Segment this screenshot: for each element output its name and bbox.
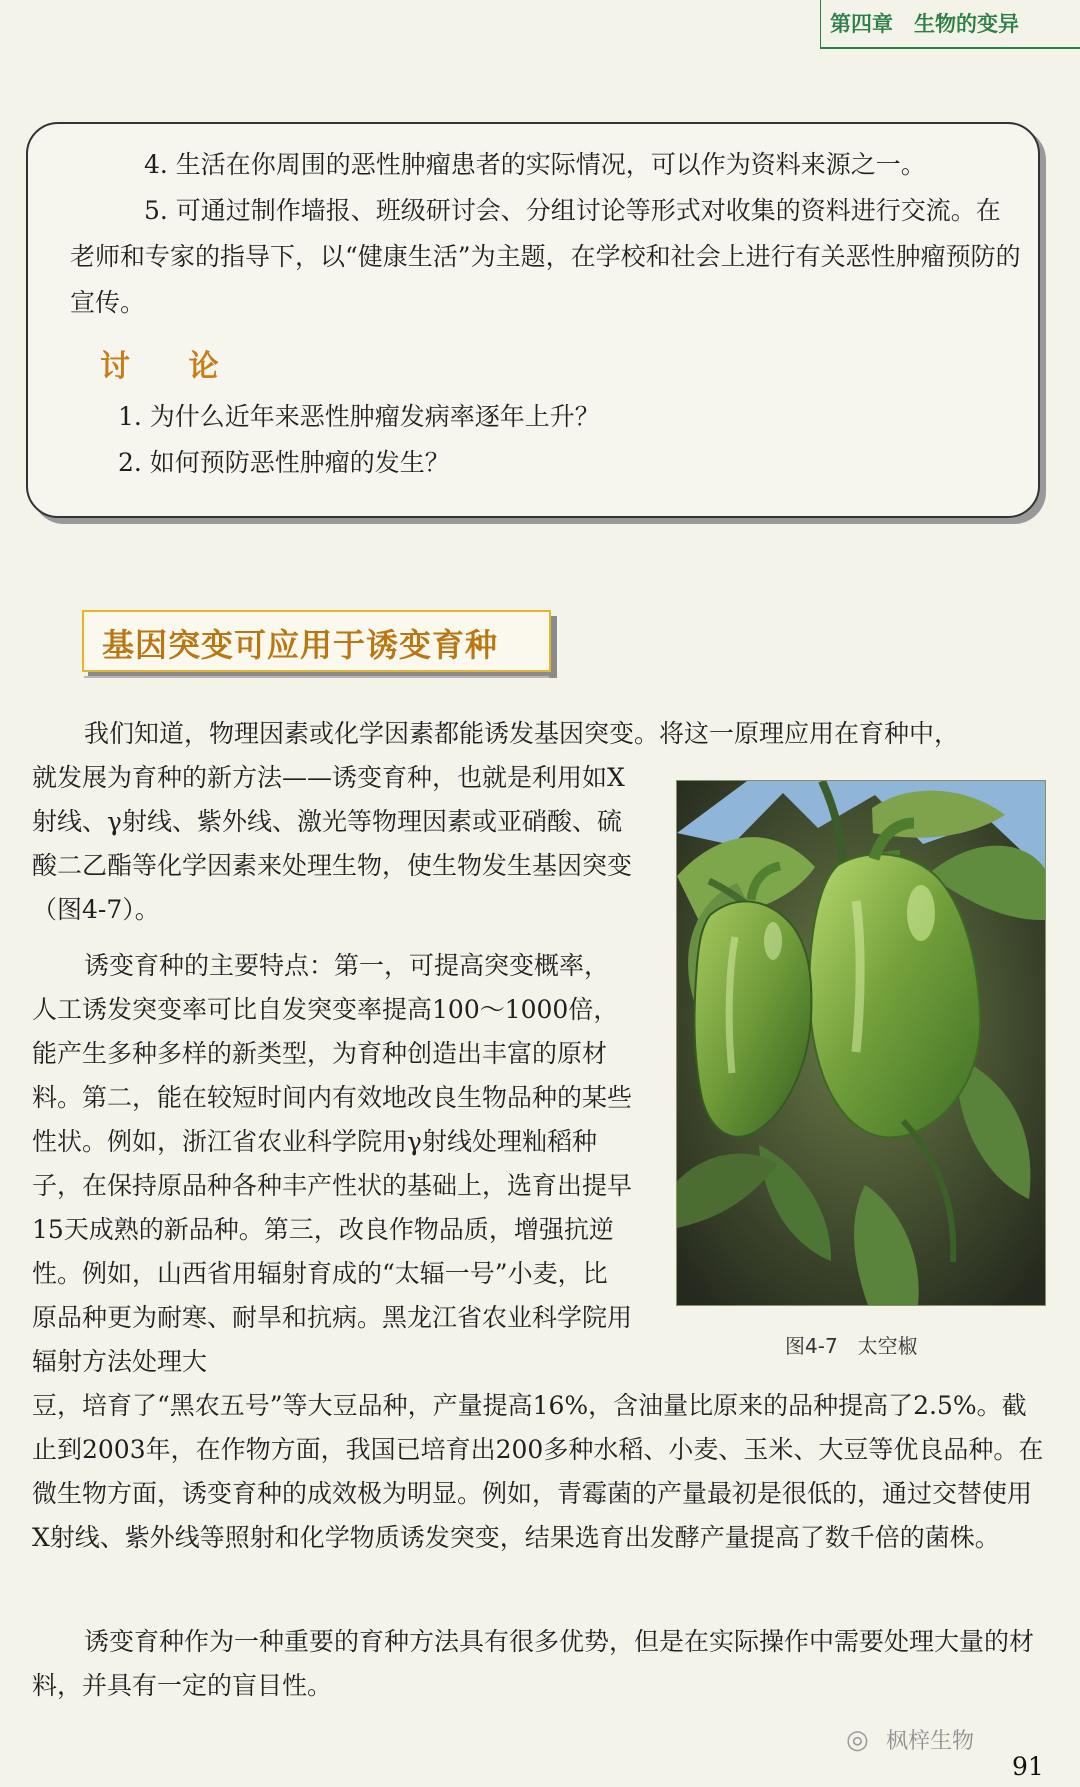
paragraph-1-lead: 我们知道，物理因素或化学因素都能诱发基因突变。将这一原理应用在育种中， (84, 719, 960, 748)
activity-item-5: 5. 可通过制作墙报、班级研讨会、分组讨论等形式对收集的资料进行交流。在老师和专家的指导下，以“健康生活”为主题，在学校和社会上进行有关恶性肿瘤预防的宣传。 (70, 196, 1021, 317)
header-underline (820, 47, 1080, 49)
chat-bubble-icon: ◎ (846, 1725, 869, 1755)
activity-box (26, 122, 1040, 518)
section-heading-box (82, 610, 551, 672)
source-watermark: 枫梓生物 (886, 1729, 975, 1754)
activity-item-4: 4. 生活在你周围的恶性肿瘤患者的实际情况，可以作为资料来源之一。 (144, 150, 926, 179)
page-header (0, 0, 1080, 60)
figure-caption: 图4-7 太空椒 (785, 1334, 918, 1358)
paragraph-2-side: 诱变育种的主要特点：第一，可提高突变概率，人工诱发突变率可比自发突变率提高100～1000倍，能产生多种多样的新类型，为育种创造出丰富的原材料。第二，能在较短时间内有效地改良生物品种的某些性状。例如，浙江省农业科学院用γ射线处理籼稻种子，在保持原品种各种丰产性状的基础上，选育出提早15天成熟的新品种。第三，改良作物品质，增强抗逆性。例如，山西省用辐射育成的“太辐一号”小麦，比原品种更为耐寒、耐旱和抗病。黑龙江省农业科学院用辐射方法处理大 (32, 951, 633, 1376)
discussion-item-1: 1. 为什么近年来恶性肿瘤发病率逐年上升？ (118, 402, 600, 431)
section-title: 基因突变可应用于诱变育种 (102, 626, 499, 664)
pepper-illustration (677, 781, 1045, 1305)
chapter-title: 第四章 生物的变异 (830, 12, 1019, 36)
pepper-photo (676, 780, 1046, 1306)
paragraph-3: 诱变育种作为一种重要的育种方法具有很多优势，但是在实际操作中需要处理大量的材料，并具有一定的盲目性。 (32, 1627, 1035, 1700)
page-number: 91 (1012, 1752, 1044, 1781)
discussion-title: 讨 论 (100, 349, 243, 384)
paragraph-2-full: 豆，培育了“黑农五号”等大豆品种，产量提高16%，含油量比原来的品种提高了2.5%。截止到2003年，在作物方面，我国已培育出200多种水稻、小麦、玉米、大豆等优良品种。在微生物方面，诱变育种的成效极为明显。例如，青霉菌的产量最初是很低的，通过交替使用X射线、紫外线等照射和化学物质诱发突变，结果选育出发酵产量提高了数千倍的菌株。 (32, 1391, 1044, 1552)
header-divider (820, 0, 821, 48)
paragraph-1-side: 就发展为育种的新方法——诱变育种，也就是利用如X射线、γ射线、紫外线、激光等物理因素或亚硝酸、硫酸二乙酯等化学因素来处理生物，使生物发生基因突变（图4-7）。 (32, 763, 633, 924)
discussion-item-2: 2. 如何预防恶性肿瘤的发生？ (118, 448, 450, 477)
